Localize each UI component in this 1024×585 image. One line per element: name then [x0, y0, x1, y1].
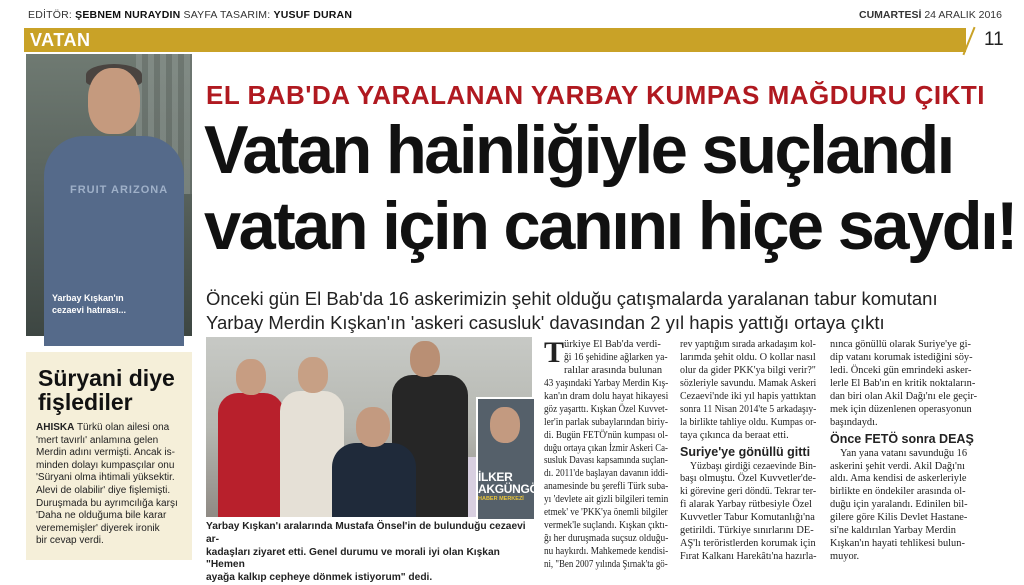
body-column-1: [544, 336, 669, 572]
sidebar-body-line: verememişler' diyerek ironik: [36, 522, 160, 534]
sidebar-body-line: Duruşmada bu ayrımcılığa karşı: [36, 497, 178, 509]
body-line: ürkiye El Bab'da verdi-: [564, 339, 661, 350]
photo-caption-line: ayağa kalkıp cepheye dönmek istiyorum" dedi.: [206, 572, 433, 584]
body-line: etmek' ve 'PKK'ya önemli bilgiler: [544, 507, 668, 519]
hospital-photo: [206, 337, 547, 517]
body-line: di. Bugün FETÖ'nün kumpası ol-: [544, 429, 668, 441]
sidebar-body-line: 'mert tavırlı' anlamına gelen: [36, 434, 159, 446]
credits: [28, 9, 352, 21]
body-line: göz yaşarttı. Kışkan Özel Kuvvet-: [544, 403, 668, 415]
body-line: AŞ'lı teröristlerden korumak için: [680, 538, 816, 550]
issue-date-text: 24 ARALIK 2016: [924, 9, 1002, 21]
photo-figure-head: [88, 68, 140, 134]
body-line: duğu ortaya çıkan İzmir Askeri Ca-: [544, 442, 668, 454]
design-name: YUSUF DURAN: [273, 9, 353, 21]
sidebar-box: [26, 352, 192, 560]
body-line: Kuvvetler Tabur Komutanlığı'na: [680, 512, 815, 524]
editor-name: ŞEBNEM NURAYDIN: [75, 9, 181, 21]
body-line: ni, "Ben 2007 yılında Şırnak'ta gö-: [544, 558, 668, 570]
sidebar-title: [38, 366, 188, 414]
kicker-headline: EL BAB'DA YARALANAN YARBAY KUMPAS MAĞDURU ÇIKTI: [206, 80, 985, 110]
portrait-caption-line: cezaevi hatırası...: [52, 305, 127, 315]
body-line: sonra 11 Nisan 2014'te 5 arkadaşıy-: [680, 403, 817, 415]
body-line: başındaydı.: [830, 416, 878, 428]
body-line: Kışkan'ın hayati tehlikesi bulun-: [830, 538, 965, 550]
sidebar-body-line: bir cevap verdi.: [36, 535, 104, 547]
sidebar-body-line: 'Daha ne olduğuma bile karar: [36, 510, 167, 522]
body-line: ralılar arasında bulunan: [564, 364, 663, 376]
body-line: susluk Davası kapsamında suçlan-: [544, 455, 668, 467]
photo-caption: [206, 521, 532, 585]
headline-line: Vatan hainliğiyle suçlandı: [204, 112, 953, 188]
drop-cap: T: [544, 336, 565, 369]
visitor-head: [410, 341, 440, 377]
body-line: yı 'devlete ait gizli bilgileri temin: [544, 494, 669, 506]
deck-line: Yarbay Merdin Kışkan'ın 'askeri casusluk' davasından 2 yıl hapis yattığı ortaya çıktı: [206, 312, 885, 333]
body-line: Cezaevi'nde iki yıl hapis yattıktan: [680, 390, 816, 402]
body-line: Fırat Kalkanı Harekâtı'na hazırla-: [680, 551, 817, 563]
sidebar-body-line: Merdin adını vermişti. Ancak is-: [36, 447, 175, 459]
body-line: ği 16 şehidine ağlarken ya-: [564, 351, 668, 363]
visitor-head: [298, 357, 328, 393]
sidebar-body-line: Alevi de olabilir' diye fişlemişti.: [36, 484, 171, 496]
body-line: Yan yana vatanı savunduğu 16: [840, 447, 968, 459]
subhead: Önce FETÖ sonra DEAŞ: [830, 431, 974, 446]
page-number-box: [966, 28, 1024, 52]
sidebar-body-first: Türkü olan ailesi ona: [74, 422, 170, 433]
shirt-print: FRUIT ARIZONA: [70, 184, 169, 196]
photo-caption-line: Yarbay Kışkan'ı aralarında Mustafa Önsel'in de bulunduğu cezaevi ar-: [206, 521, 526, 545]
body-line: ki görevine geri döndü. Tekrar ter-: [680, 486, 817, 498]
page-header: [0, 0, 1024, 28]
sidebar-title-line: fişlediler: [38, 389, 133, 415]
body-line: larımda şehit oldu. O kollar nasıl: [680, 351, 816, 363]
body-line: gilere göre Kilis Devlet Hastane-: [830, 512, 968, 524]
body-line: nu haykırdı. Mahkemede kendisi-: [544, 546, 669, 557]
headline-line: vatan için canını hiçe saydı!: [204, 188, 1016, 264]
body-line: muyor.: [830, 551, 860, 563]
body-line: fi alarak Yarbay rütbesiyle Özel: [680, 499, 812, 511]
editor-label: EDİTÖR:: [28, 9, 72, 21]
body-line: ler'in parlak subaylarından biriy-: [544, 416, 669, 428]
body-line: Yüzbaşı girdiği cezaevinde Bin-: [690, 460, 817, 472]
patient-body: [332, 443, 416, 517]
body-line: si'ne kaldırılan Yarbay Merdin: [830, 525, 956, 537]
portrait-caption: [52, 292, 126, 316]
body-line: getirildi. Türkiye sınırlarını DE-: [680, 525, 814, 537]
body-line: duğu için yaralandı. Edinilen bil-: [830, 499, 968, 511]
issue-day: CUMARTESİ: [859, 9, 922, 21]
reporter-name-line: AKGÜNGÖR: [478, 482, 547, 496]
visitor-head: [236, 359, 266, 395]
body-line: olur da gider PKK'ya bilgi verir?": [680, 364, 816, 376]
page-number: 11: [984, 29, 1004, 50]
body-line: mek için düzenlenen operasyonun: [830, 403, 972, 415]
portrait-photo: [26, 54, 192, 336]
body-line: nınca gönüllü olarak Suriye'ye gi-: [830, 339, 971, 350]
body-line: rev yaptığım sırada arkadaşım kol-: [680, 339, 816, 350]
main-headline: [204, 112, 1016, 264]
issue-date: [859, 9, 1002, 21]
deck-line: Önceki gün El Bab'da 16 askerimizin şehit olduğu çatışmalarda yaralanan tabur komutanı: [206, 288, 938, 309]
sidebar-body-line: minden dolayı kumpasçılar onu: [36, 459, 175, 471]
body-line: ğı her duruşmada suçsuz olduğu-: [544, 533, 669, 545]
body-column-3: [830, 339, 1020, 564]
body-column-2: [680, 339, 816, 564]
photo-caption-line: kadaşları ziyaret etti. Genel durumu ve morali iyi olan Kışkan "Hemen: [206, 546, 500, 571]
reporter-desk: HABER MERKEZİ: [478, 496, 524, 502]
body-line: dı. 2011'de başlayan davanın iddi-: [544, 468, 669, 480]
subhead: Suriye'ye gönüllü gitti: [680, 444, 811, 459]
sidebar-lead: AHISKA: [36, 422, 75, 433]
sidebar-body-line: 'Süryani olma ihtimali yüksektir.: [36, 472, 175, 484]
page-divider-slash: [962, 27, 975, 56]
article-deck: [206, 287, 1016, 335]
reporter-byline: [478, 470, 547, 503]
sidebar-title-line: Süryani diye: [38, 365, 175, 391]
body-line: dip vatanı korumak istediğini söy-: [830, 351, 973, 363]
body-line: taya çıkınca da beraat etti.: [680, 429, 789, 441]
body-line: lerle El Bab'ın en kritik noktaların-: [830, 377, 976, 389]
body-line: ledi. Önceki gün emrindeki asker-: [830, 364, 972, 376]
body-line: dan biri olan Akil Dağı'nı ele geçir-: [830, 390, 978, 402]
body-line: birlikte en öndekiler arasında ol-: [830, 486, 966, 498]
body-line: askerini şehit verdi. Akil Dağı'nı: [830, 460, 965, 472]
reporter-head: [490, 407, 520, 443]
visitor-red-jacket: [218, 393, 284, 517]
body-line: sözleriyle savundu. Mamak Askeri: [680, 377, 817, 389]
body-line: 43 yaşındaki Yarbay Merdin Kış-: [544, 377, 669, 389]
body-line: vermek'le suçlandı. Kışkan çıktı-: [544, 520, 668, 532]
reporter-name-line: İLKER: [478, 470, 513, 484]
section-band: [24, 28, 1024, 52]
body-line: aldı. Ama kendisi de askerleriyle: [830, 473, 967, 485]
body-line: kan'ın dram dolu hayat hikayesi: [544, 390, 669, 402]
body-line: la birlikte tahliye oldu. Kumpas or-: [680, 416, 817, 428]
patient-head: [356, 407, 390, 447]
design-label: SAYFA TASARIM:: [183, 9, 271, 21]
section-name: VATAN: [30, 30, 91, 50]
body-line: anamesinde bu şerefli Türk suba-: [544, 481, 669, 493]
portrait-caption-line: Yarbay Kışkan'ın: [52, 293, 124, 303]
sidebar-body: [36, 422, 188, 548]
body-line: başı olmuştu. Özel Kuvvetler'de-: [680, 473, 816, 485]
